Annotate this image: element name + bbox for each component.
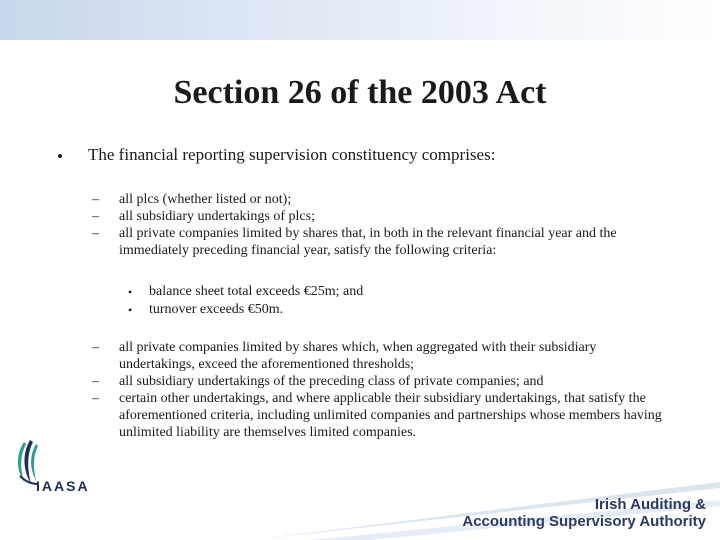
- iaasa-logo-text: IAASA: [36, 478, 90, 494]
- authority-name: [462, 496, 706, 530]
- list-item-text: certain other undertakings, and where applicable their subsidiary undertakings, that satisfy the aforementioned criteria, including unlimited companies and partnerships whose members having unlimited liability are themselves limited companies.: [119, 391, 662, 440]
- dash-icon: –: [92, 226, 99, 241]
- list-item: [92, 390, 672, 441]
- list-item: [92, 208, 672, 225]
- list-item-text: all subsidiary undertakings of plcs;: [119, 209, 315, 224]
- list-item: [92, 191, 672, 208]
- main-bullet-icon: •: [57, 147, 63, 166]
- list-item: [92, 225, 672, 259]
- criteria-list: [128, 283, 528, 319]
- dash-icon: –: [92, 209, 99, 224]
- main-bullet-text: The financial reporting supervision constituency comprises:: [88, 145, 496, 164]
- dash-icon: –: [92, 192, 99, 207]
- dash-icon: –: [92, 391, 99, 406]
- criteria-text: balance sheet total exceeds €25m; and: [149, 284, 364, 299]
- list-item-text: all private companies limited by shares that, in both in the relevant financial year and the immediately preceding financial year, satisfy the following criteria:: [119, 226, 617, 258]
- sub-bullet-icon: •: [128, 303, 133, 317]
- criteria-item: [128, 283, 528, 301]
- constituency-list-b: [92, 339, 672, 441]
- list-item-text: all subsidiary undertakings of the preceding class of private companies; and: [119, 374, 544, 389]
- criteria-item: [128, 301, 528, 319]
- authority-line-2: Accounting Supervisory Authority: [462, 513, 706, 530]
- list-item: [92, 339, 672, 373]
- list-item-text: all plcs (whether listed or not);: [119, 192, 292, 207]
- constituency-list-a: [92, 191, 672, 259]
- top-gradient-band: [0, 0, 720, 40]
- authority-line-1: Irish Auditing &: [594, 496, 706, 513]
- slide-title: Section 26 of the 2003 Act: [173, 74, 547, 111]
- sub-bullet-icon: •: [128, 285, 133, 299]
- criteria-text: turnover exceeds €50m.: [149, 302, 284, 317]
- list-item: [92, 373, 672, 390]
- list-item-text: all private companies limited by shares which, when aggregated with their subsidiary undertakings, exceed the aforementioned thresholds;: [119, 340, 597, 372]
- dash-icon: –: [92, 374, 99, 389]
- dash-icon: –: [92, 340, 99, 355]
